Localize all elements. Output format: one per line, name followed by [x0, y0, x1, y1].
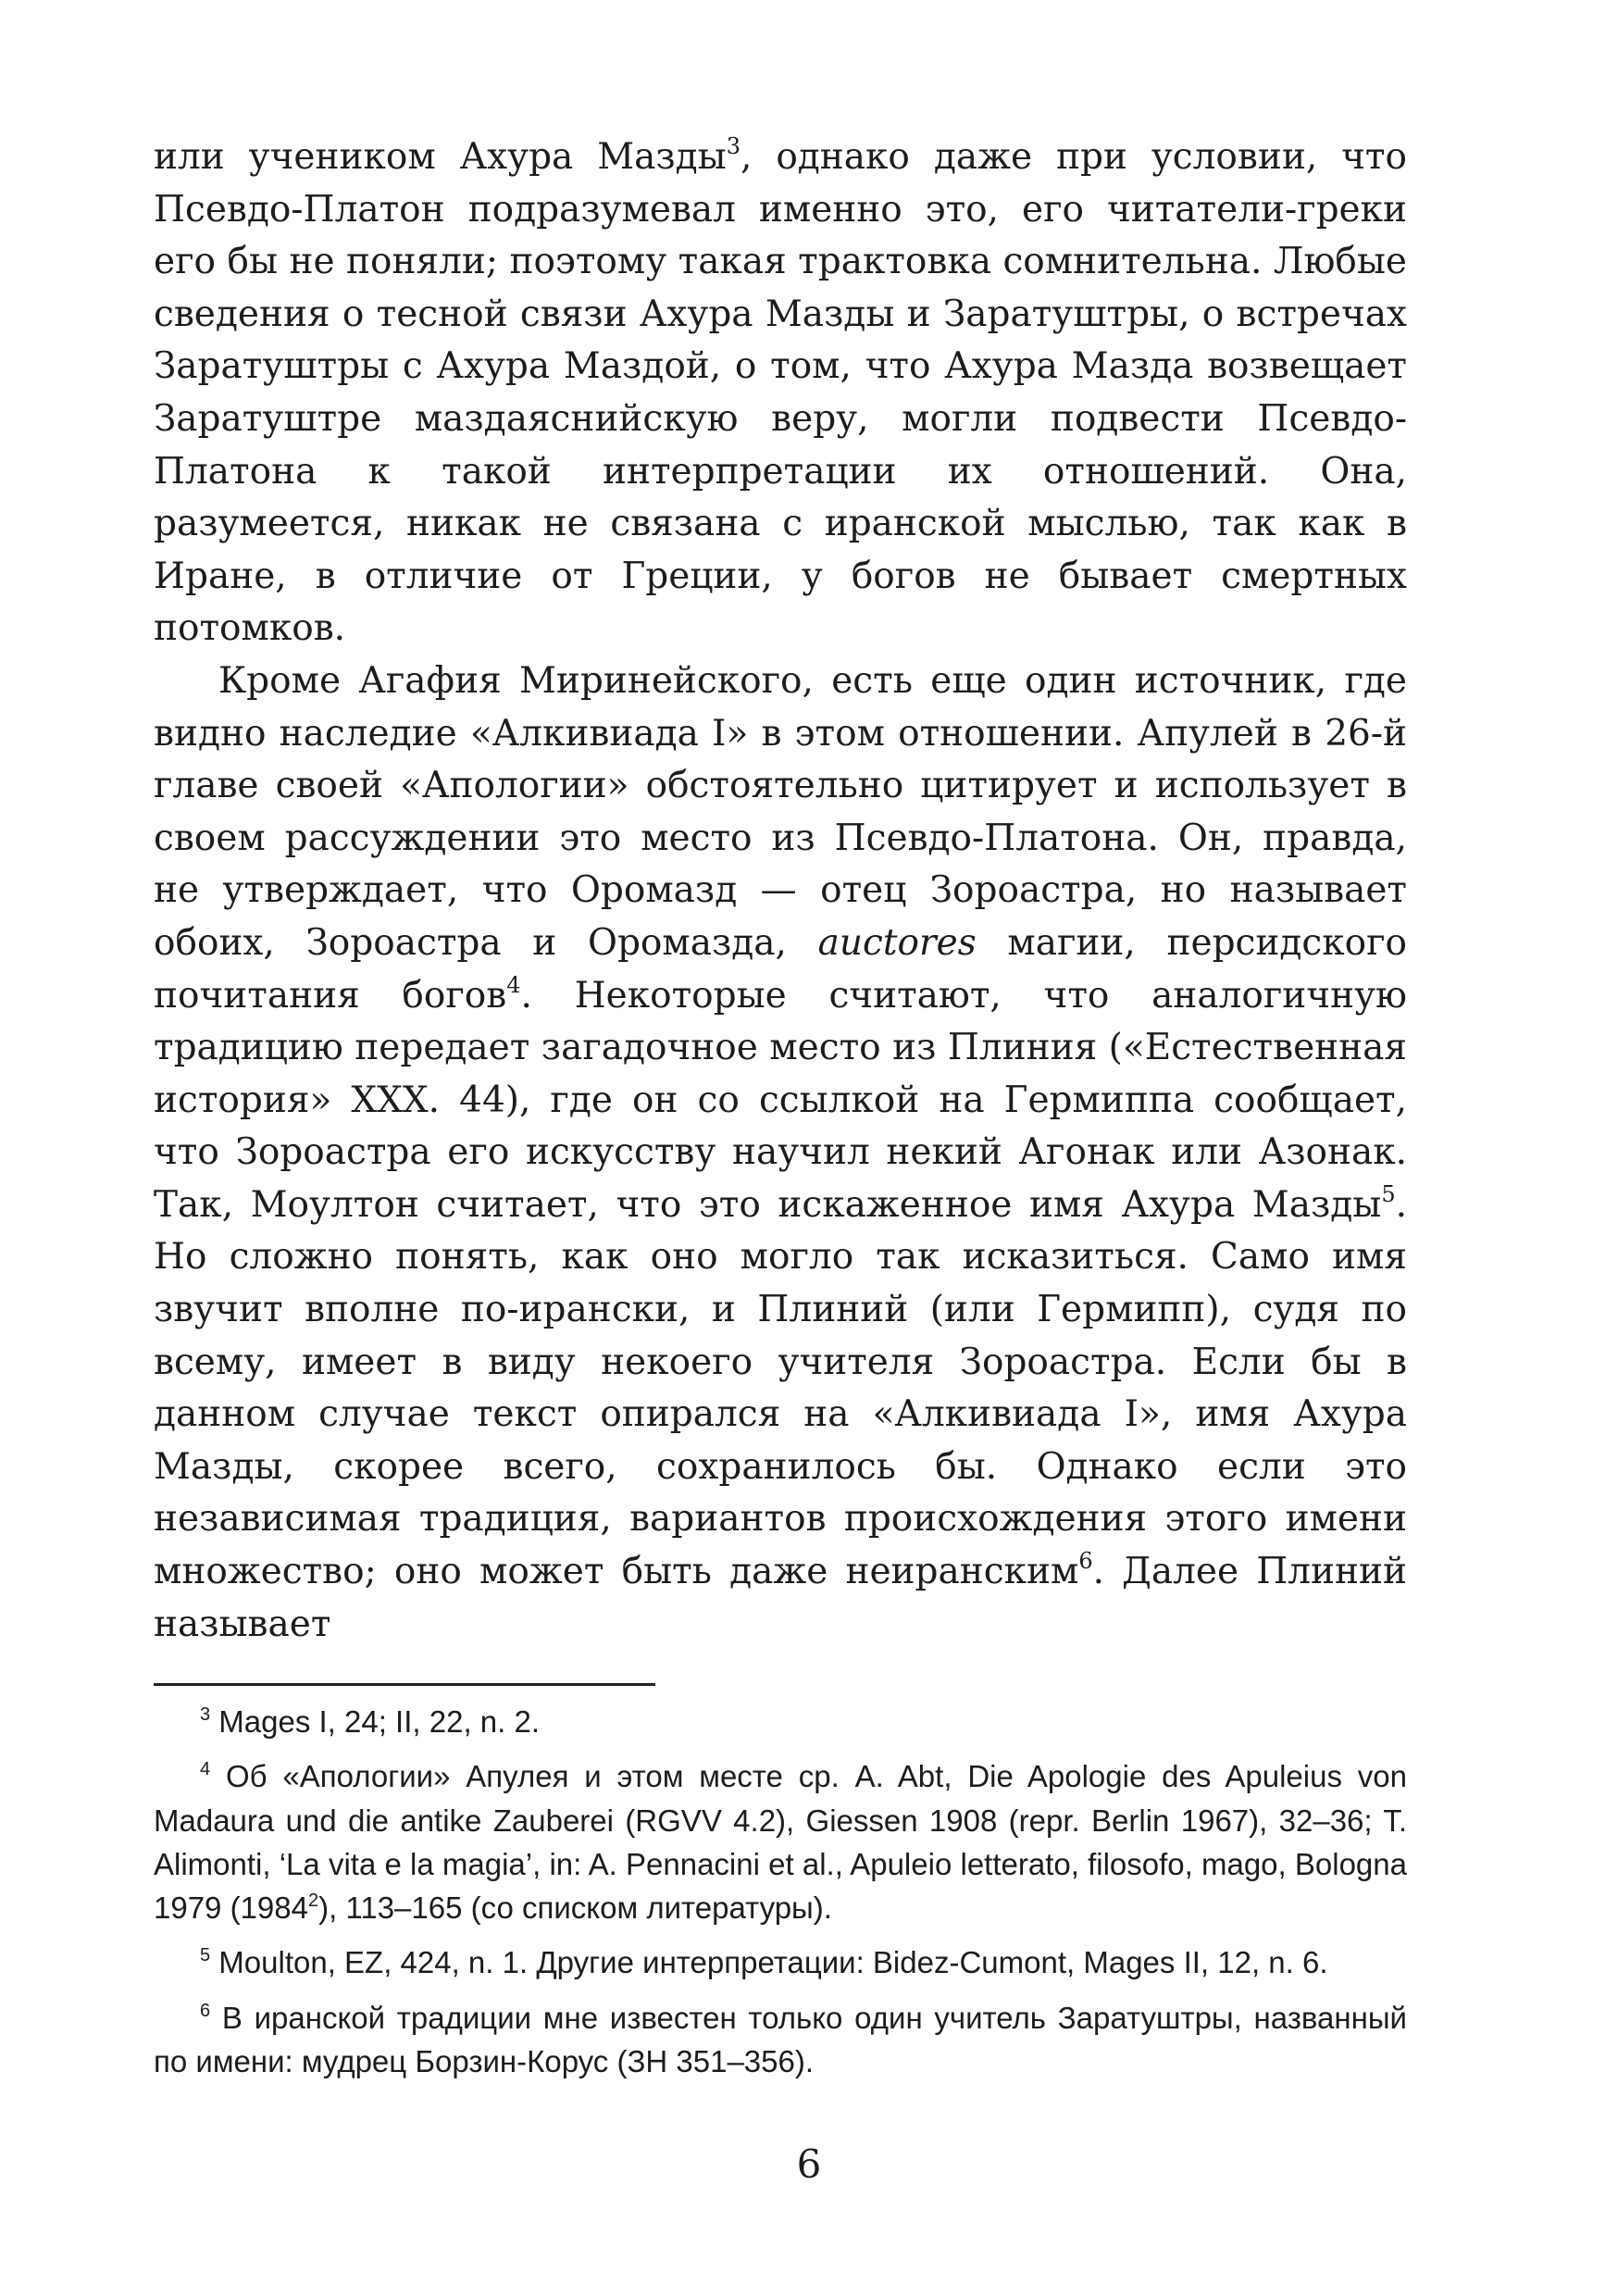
paragraph-text: Кроме Агафия Миринейского, есть еще один источник, где видно наследие «Алкивиада I» в этом отношении. Апулей в 26-й главе своей «Апологии» обстоятельно цитирует и использует в своем рассуждении это место из Псевдо-Платона. Он, правда, не утверждает, что Оромазд — отец Зороастра, но называет обоих, Зороастра и Оромазда,	[154, 659, 1407, 964]
footnote-text: Mages I, 24; II, 22, n. 2.	[210, 1704, 540, 1739]
footnotes	[154, 1700, 1407, 2094]
footnote-6	[154, 1996, 1407, 2084]
footnote-4	[154, 1754, 1407, 1929]
edition-superscript: 2	[307, 1890, 319, 1912]
footnote-5	[154, 1940, 1407, 1984]
footnote-ref-6: 6	[1078, 1548, 1093, 1575]
footnote-number: 4	[200, 1759, 211, 1780]
paragraph-text: . Но сложно понять, как оно могло так исказиться. Само имя звучит вполне по-ирански, и Плиний (или Гермипп), судя по всему, имеет в виду некоего учителя Зороастра. Если бы в данном случае текст опирался на «Алкивиада I», имя Ахура Мазды, скорее всего, сохранилось бы. Однако если это независимая традиция, вариантов происхождения этого имени множество; оно может быть даже неиранским	[154, 1183, 1407, 1593]
footnote-number: 6	[200, 2000, 211, 2021]
footnote-text: ), 113–165 (со списком литературы).	[318, 1890, 832, 1926]
footnote-ref-5: 5	[1381, 1180, 1396, 1207]
paragraph-1	[154, 131, 1407, 655]
footnote-separator	[154, 1683, 655, 1686]
paragraph-text: . Далее Плиний называет	[154, 1551, 1407, 1645]
footnote-text: В иранской традиции мне известен только один учитель Заратуштры, названный по имени: мудрец Борзин-Корус (ЗН 351–356).	[154, 2000, 1407, 2079]
paragraph-2	[154, 655, 1407, 1651]
footnote-ref-4: 4	[506, 971, 521, 998]
footnote-text: Об «Апологии» Апулея и этом месте ср. A. Abt, Die Apologie des Apuleius von Madaura und die antike Zauberei (RGVV 4.2), Giessen 1908 (repr. Berlin 1967), 32–36; T. Alimonti, ‘La vita e la magia’, in: A. Pennacini et al., Apuleio letterato, filosofo, mago, Bologna 1979 (1984	[154, 1759, 1407, 1926]
page-number: 6	[796, 2141, 822, 2187]
paragraph-text: или учеником Ахура Мазды	[154, 136, 727, 178]
paragraph-text: , однако даже при условии, что Псевдо-Платон подразумевал именно это, его читатели-греки его бы не поняли; поэтому такая трактовка сомнительна. Любые сведения о тесной связи Ахура Мазды и Заратуштры, о встречах Заратуштры с Ахура Маздой, о том, что Ахура Мазда возвещает Заратуштре маздаяснийскую веру, могли подвести Псевдо-Платона к такой интерпретации их отношений. Она, разумеется, никак не связана с иранской мыслью, так как в Иране, в отличие от Греции, у богов не бывает смертных потомков.	[154, 136, 1407, 650]
main-text	[154, 131, 1407, 1651]
paragraph-text: магии, персидского почитания богов	[154, 921, 1407, 1017]
footnote-3	[154, 1700, 1407, 1743]
paragraph-text: . Некоторые считают, что аналогичную традицию передает загадочное место из Плиния («Естественная история» XXX. 44), где он со ссылкой на Гермиппа сообщает, что Зороастра его искусству научил некий Агонак или Азонак. Так, Моултон считает, что это искаженное имя Ахура Мазды	[154, 974, 1407, 1226]
footnote-text: Moulton, EZ, 424, n. 1. Другие интерпретации: Bidez-Cumont, Mages II, 12, n. 6.	[210, 1945, 1328, 1980]
italic-term: auctores	[817, 921, 977, 964]
footnote-number: 3	[200, 1704, 211, 1725]
footnote-number: 5	[200, 1945, 211, 1966]
footnote-ref-3: 3	[726, 133, 741, 159]
